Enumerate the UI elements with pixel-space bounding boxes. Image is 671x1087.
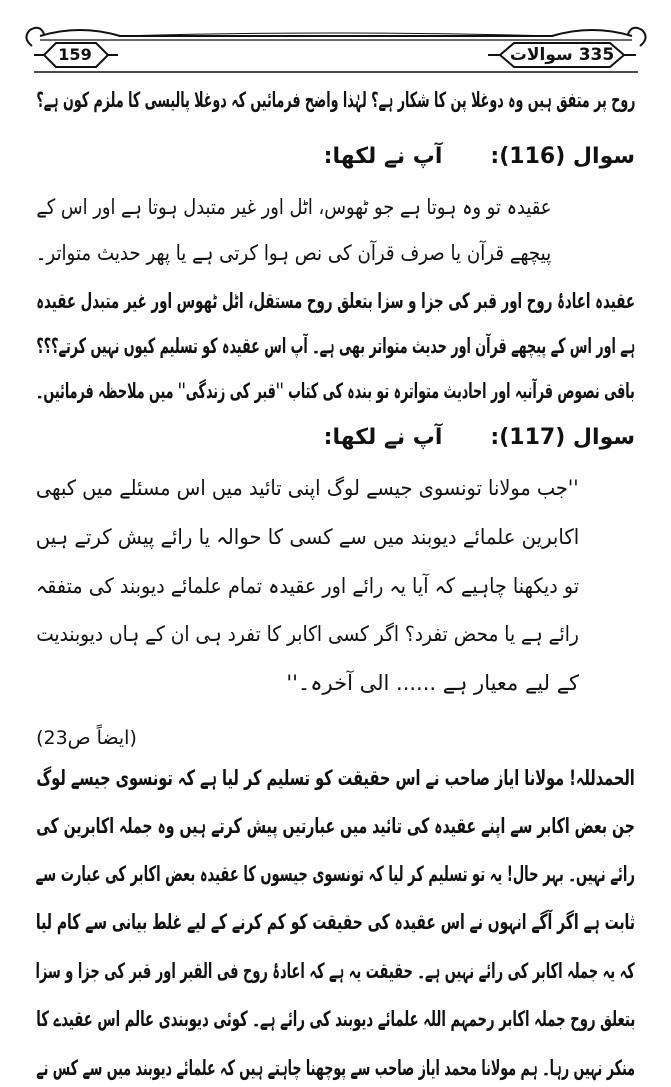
- text-line: جن بعض اکابر سے اپنے عقیدہ کی تائید میں عبارتیں پیش کرتے ہیں وہ جملہ اکابرین کی: [36, 814, 635, 838]
- question-heading: [324, 143, 635, 171]
- text-line: باقی نصوص قرآنیہ اور احادیث متواترہ تو بندہ کی کتاب ''قبر کی زندگی'' میں ملاحظہ فرمائیں۔: [36, 379, 635, 403]
- quoted-line: رائے ہے یا محض تفرد؟ اگر کسی اکابر کا تفرد ہی ان کے ہاں دیوبندیت: [36, 622, 579, 646]
- text-line: ثابت ہے اگر آگے انہوں نے اس عقیدہ کی حقیقت کو کم کرنے کے لیے غلط بیانی سے کام لیا: [35, 910, 635, 934]
- quoted-line: ''جب مولانا تونسوی جیسے لوگ اپنی تائید میں اس مسئلے میں کبھی: [36, 476, 579, 500]
- quoted-line: عقیدہ تو وہ ہوتا ہے جو ٹھوس، اٹل اور غیر متبدل ہوتا ہے اور اس کے: [35, 195, 551, 219]
- page-number: 159: [58, 45, 92, 64]
- text-line: کہ یہ جملہ اکابر کی رائے نہیں ہے۔ حقیقت یہ ہے کہ اعادۂ روح فی القبر اور قبر کی جزا و سزا: [35, 959, 635, 983]
- quoted-line: اکابرین علمائے دیوبند میں سے کسی کا حوالہ یا رائے پیش کرتے ہیں: [35, 525, 579, 549]
- reference: (ایضاً ص23): [36, 727, 137, 749]
- page-header: [0, 0, 671, 82]
- question-label: سوال (116):: [490, 144, 635, 169]
- question-intro: آپ نے لکھا:: [323, 425, 443, 450]
- text-line: عقیدہ اعادۂ روح اور قبر کی جزا و سزا بتعلق روح مستقل، اٹل ٹھوس اور غیر متبدل عقیدہ: [36, 289, 635, 313]
- text-line: بتعلق روح جملہ اکابر رحمہم اللہ علمائے دیوبند کی رائے ہے۔ کوئی دیوبندی عالم اس عقیدے کا: [36, 1007, 635, 1031]
- text-line: الحمدللہ! مولانا ایاز صاحب نے اس حقیقت کو تسلیم کر لیا ہے کہ تونسوی جیسے لوگ: [36, 766, 635, 790]
- book-title: 335 سوالات: [509, 45, 615, 65]
- header-ornament: [0, 0, 671, 82]
- question-label: سوال (117):: [490, 425, 635, 450]
- quoted-line: کے لیے معیار ہے ...... الی آخرہ۔'': [286, 671, 579, 695]
- text-line: منکر نہیں رہا۔ ہم مولانا محمد ایاز صاحب سے پوچھنا چاہتے ہیں کہ علمائے دیوبند میں سے کس نے: [36, 1056, 635, 1080]
- quoted-line: پیچھے قرآن یا صرف قرآن کی نص ہوا کرتی ہے یا پھر حدیث متواتر۔: [35, 241, 551, 265]
- quoted-line: تو دیکھنا چاہیے کہ آیا یہ رائے اور عقیدہ تمام علمائے دیوبند کی متفقہ: [36, 574, 579, 598]
- question-heading: [324, 424, 635, 452]
- text-line: روح پر متفق ہیں وہ دوغلا پن کا شکار ہے؟ لہٰذا واضح فرمائیں کہ دوغلا پالیسی کا ملزم کون ہے؟: [35, 88, 635, 112]
- text-line: رائے نہیں۔ بہر حال! یہ تو تسلیم کر لیا کہ تونسوی جیسوں کا عقیدہ بعض اکابر کی عبارت سے: [35, 862, 635, 886]
- question-intro: آپ نے لکھا:: [323, 144, 443, 169]
- text-line: ہے اور اس کے پیچھے قرآن اور حدیث متواتر بھی ہے۔ آپ اس عقیدہ کو تسلیم کیوں نہیں کرتے؟؟؟: [36, 334, 635, 358]
